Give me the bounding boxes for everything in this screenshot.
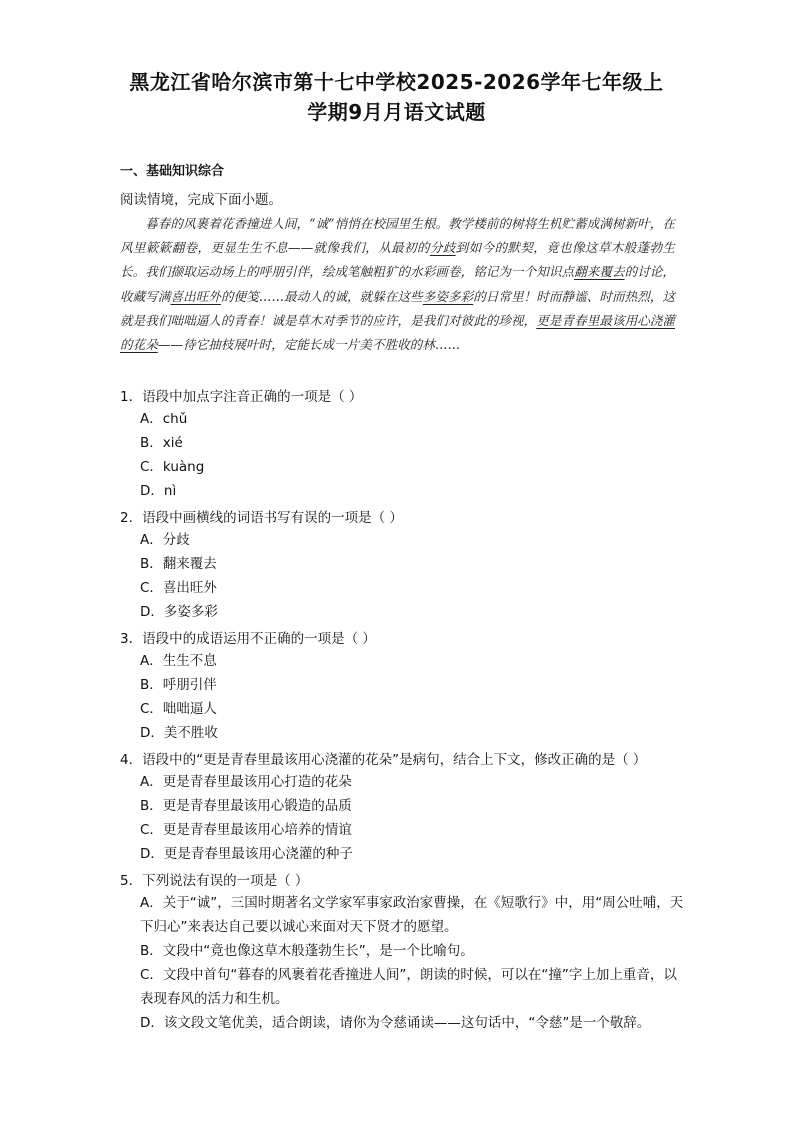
answer-option: A．生生不息 xyxy=(140,653,217,669)
underlined-word: 分歧 xyxy=(429,240,456,256)
passage-text: 的日常里！时而静谧、时而热烈，这就是我们咄咄逼人的青春！诚是草木对季节的应许，是我们对彼此的珍视， xyxy=(120,288,676,328)
passage-text: ——待它抽枝展叶时，定能长成一片美不胜收的林…… xyxy=(157,337,461,353)
answer-option: B．呼朋引伴 xyxy=(140,677,217,693)
answer-option: D．nì xyxy=(140,483,177,499)
underlined-word: 多姿多彩 xyxy=(422,288,474,304)
answer-option: B．xié xyxy=(140,435,183,451)
question-stem: 2．语段中画横线的词语书写有误的一项是（ ） xyxy=(120,510,403,526)
answer-option: A．分歧 xyxy=(140,532,190,548)
question-stem: 5．下列说法有误的一项是（ ） xyxy=(120,873,309,889)
answer-option: D．该文段文笔优美，适合朗读，请你为令慈诵读——这句话中，“令慈”是一个敬辞。 xyxy=(140,1015,651,1031)
answer-option: B．文段中“竟也像这草木般蓬勃生长”，是一个比喻句。 xyxy=(140,943,474,959)
answer-option: A．chǔ xyxy=(140,411,188,427)
answer-option: B．翻来覆去 xyxy=(140,556,217,572)
answer-option: A．关于“诚”，三国时期著名文学家军事家政治家曹操，在《短歌行》中，用“周公吐哺，天下归心”来表达自己要以诚心来面对天下贤才的愿望。 xyxy=(140,895,684,935)
answer-option: D．美不胜收 xyxy=(140,725,218,741)
page-title-line1: 黑龙江省哈尔滨市第十七中学校2025-2026学年七年级上 xyxy=(129,70,664,94)
question-stem: 3．语段中的成语运用不正确的一项是（ ） xyxy=(120,631,376,647)
underlined-word: 翻来覆去 xyxy=(574,264,625,280)
question-stem: 1．语段中加点字注音正确的一项是（ ） xyxy=(120,389,363,405)
answer-option: C．更是青春里最该用心培养的情谊 xyxy=(140,822,352,838)
passage-text: 暮春的风裹着花香撞进人间，“诚”悄悄在校园里生根。教学楼前的树将生机贮蓄成满树新叶，在风里簌簌翻卷，更显生生不息——就像我们，从最初的 xyxy=(120,216,675,256)
answer-option: C．喜出旺外 xyxy=(140,580,217,596)
answer-option: C．kuàng xyxy=(140,459,205,475)
passage-text: 到如今的默契，竟也像这草木般蓬勃生长。我们撷取运动场上的呼朋引伴，绘成笔触粗犷的水彩画卷，铭记为一个知识点 xyxy=(120,240,676,280)
passage-text: 的便笺……最动人的诚，就躲在这些 xyxy=(220,288,423,304)
page-title-line2: 学期9月月语文试题 xyxy=(307,100,486,124)
passage-paragraph xyxy=(120,212,675,357)
answer-option: B．更是青春里最该用心锻造的品质 xyxy=(140,798,352,814)
section-heading: 一、基础知识综合 xyxy=(120,164,225,179)
answer-option: D．更是青春里最该用心浇灌的种子 xyxy=(140,846,353,862)
passage-text: 的讨论，收藏写满 xyxy=(120,264,676,304)
underlined-word: 喜出旺外 xyxy=(170,288,221,304)
reading-instruction: 阅读情境，完成下面小题。 xyxy=(120,192,282,208)
answer-option: C．文段中首句“暮春的风裹着花香撞进人间”，朗读的时候，可以在“撞”字上加上重音，以表现春风的活力和生机。 xyxy=(140,967,677,1007)
underlined-sentence: 更是青春里最该用心浇灌的花朵 xyxy=(120,312,676,353)
answer-option: C．咄咄逼人 xyxy=(140,701,217,717)
reading-passage xyxy=(120,212,675,357)
question-stem: 4．语段中的“更是青春里最该用心浇灌的花朵”是病句，结合上下文，修改正确的是（ ） xyxy=(120,752,647,768)
answer-option: A．更是青春里最该用心打造的花朵 xyxy=(140,774,352,790)
answer-option: D．多姿多彩 xyxy=(140,604,218,620)
